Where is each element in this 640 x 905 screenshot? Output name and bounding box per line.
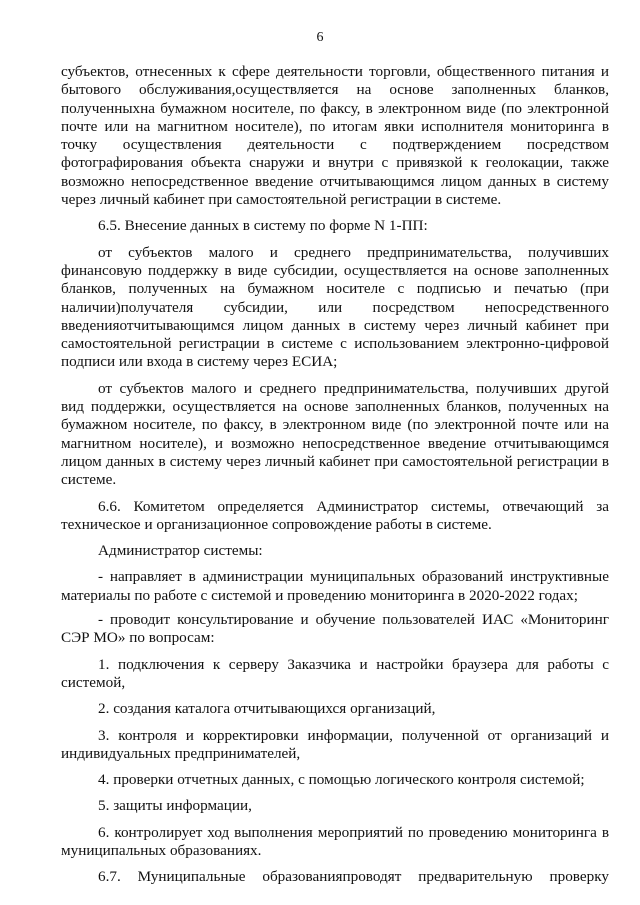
text-line: от субъектов малого и среднего предпринимательства, получивших — [98, 243, 609, 261]
paragraph-gap — [61, 860, 609, 868]
text-line: от субъектов малого и среднего предпринимательства, получивших другой — [98, 379, 609, 397]
page-number: 6 — [316, 30, 324, 45]
text-line: системой, — [61, 673, 126, 691]
paragraph-gap — [61, 490, 609, 498]
text-line: - проводит консультирование и обучение пользователей ИАС «Мониторинг — [98, 611, 609, 629]
text-line: техническое и организационное сопровождение работы в системе. — [61, 515, 492, 533]
paragraph — [61, 771, 609, 789]
text-line: системе. — [61, 471, 117, 489]
text-line: точку осуществления деятельности с подтверждением посредством — [61, 136, 609, 154]
paragraph-gap — [61, 648, 609, 656]
paragraph — [61, 568, 609, 605]
paragraph-gap — [61, 692, 609, 700]
paragraph — [61, 611, 609, 648]
text-line: лицом данных в систему через личный кабинет при самостоятельной регистрации в — [61, 452, 609, 470]
text-line: субъектов, отнесенных к сфере деятельности торговли, общественного питания и — [61, 63, 609, 80]
paragraph-gap — [61, 372, 609, 380]
text-line: возможно непосредственное введение отчитывающимся лицом данных в систему — [61, 172, 609, 190]
paragraph — [61, 498, 609, 535]
paragraph — [61, 727, 609, 764]
text-line: введенияотчитывающимся лицом данных в систему через личный кабинет при — [61, 316, 609, 334]
text-line: фотографирования объекта снаружи и внутри с привязкой к геолокации, также — [61, 154, 609, 172]
text-line: 6.7. Муниципальные образованияпроводят предварительную проверку — [98, 868, 609, 886]
paragraph — [61, 63, 609, 209]
document-body — [61, 63, 609, 887]
text-line: индивидуальных предпринимателей, — [61, 744, 301, 762]
text-line: - направляет в администрации муниципальных образований инструктивные — [98, 568, 609, 586]
paragraph-gap — [61, 560, 609, 568]
paragraph — [61, 380, 609, 490]
paragraph — [61, 868, 609, 886]
text-line: 3. контроля и корректировки информации, полученной от организаций и — [98, 726, 609, 744]
text-line: магнитном носителе), и возможно непосредственное введение отчитывающимся — [61, 434, 609, 452]
paragraph-gap — [61, 719, 609, 727]
paragraph — [61, 542, 609, 560]
text-line: 6. контролирует ход выполнения мероприятий по проведению мониторинга в — [98, 823, 609, 841]
text-line: бумажном носителе, по факсу, в электронном виде (по электронной почте или на — [61, 416, 609, 434]
paragraph — [61, 217, 609, 235]
text-line: наличии)получателя субсидии, или посредством непосредственного — [61, 298, 609, 316]
text-line: почте или на магнитном носителе), по итогам явки исполнителя мониторинга в — [61, 117, 609, 135]
paragraph — [61, 797, 609, 815]
paragraph-gap — [61, 236, 609, 244]
text-line: бытового обслуживания,осуществляется на основе заполненных бланков, — [61, 81, 609, 99]
text-line: через личный кабинет при самостоятельной регистрации в системе. — [61, 191, 502, 209]
text-line: финансовую поддержку в виде субсидии, осуществляется на основе заполненных — [61, 261, 609, 279]
text-line: полученныхна бумажном носителе, по факсу, в электронном виде (по электронной — [61, 99, 609, 117]
text-line: подписи или входа в систему через ЕСИА; — [61, 353, 338, 371]
paragraph-gap — [61, 534, 609, 542]
text-line: 6.6. Комитетом определяется Администратор системы, отвечающий за — [98, 497, 609, 515]
paragraph — [61, 824, 609, 861]
text-line: Администратор системы: — [98, 542, 263, 560]
text-line: самостоятельной регистрации в системе с использованием электронно-цифровой — [61, 335, 609, 353]
text-line: вид поддержки, осуществляется на основе заполненных бланков, полученных на — [61, 398, 609, 416]
text-line: муниципальных образованиях. — [61, 841, 262, 859]
text-line: 4. проверки отчетных данных, с помощью логического контроля системой; — [98, 771, 585, 789]
paragraph — [61, 656, 609, 693]
paragraph-gap — [61, 209, 609, 217]
text-line: 1. подключения к серверу Заказчика и настройки браузера для работы с — [98, 655, 609, 673]
text-line: 2. создания каталога отчитывающихся организаций, — [98, 700, 436, 718]
text-line: 6.5. Внесение данных в систему по форме N 1-ПП: — [98, 217, 428, 235]
text-line: 5. защиты информации, — [98, 797, 252, 815]
paragraph — [61, 244, 609, 372]
paragraph-gap — [61, 789, 609, 797]
text-line: материалы по работе с системой и проведению мониторинга в 2020-2022 годах; — [61, 586, 578, 604]
text-line: СЭР МО» по вопросам: — [61, 629, 215, 647]
paragraph-gap — [61, 816, 609, 824]
text-line: бланков, полученных на бумажном носителе с подписью и печатью (при — [61, 280, 609, 298]
paragraph — [61, 700, 609, 718]
paragraph-gap — [61, 763, 609, 771]
